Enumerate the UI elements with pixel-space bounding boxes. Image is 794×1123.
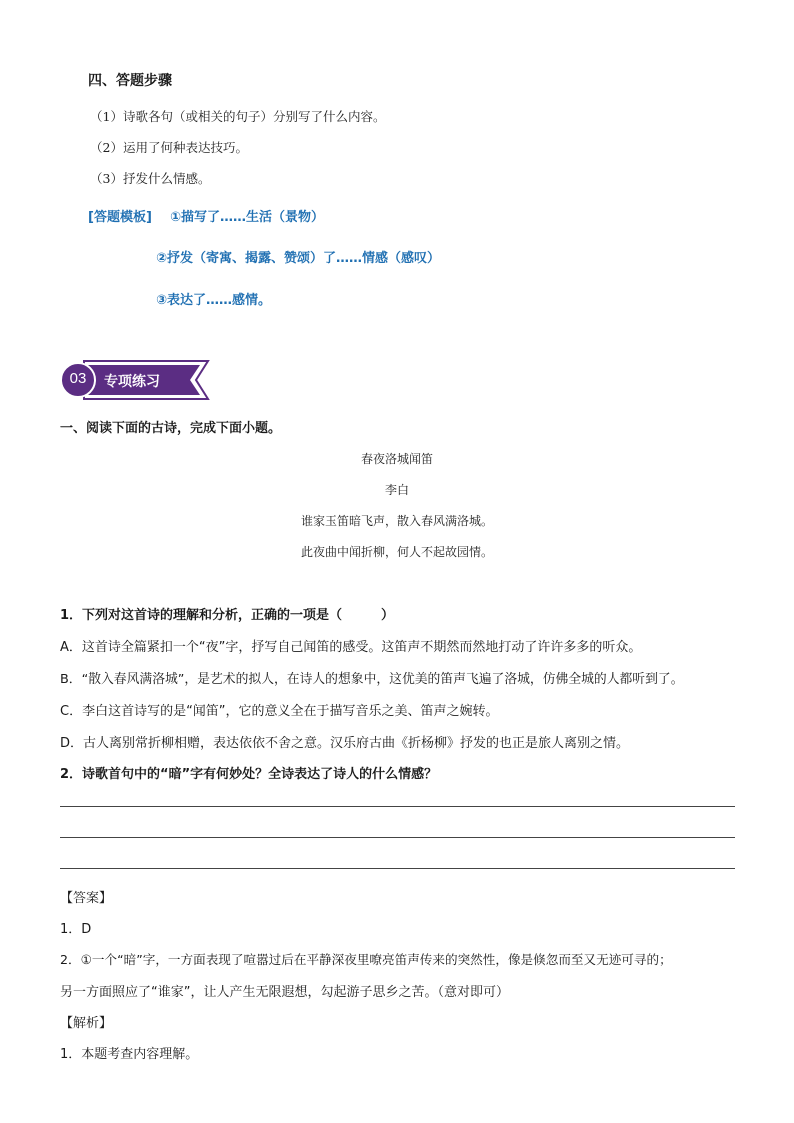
q1-option-c: C．李白这首诗写的是“闻笛”，它的意义全在于描写音乐之美、笛声之婉转。 xyxy=(60,704,499,719)
answer-label: 【答案】 xyxy=(60,891,113,906)
poem-title: 春夜洛城闻笛 xyxy=(360,452,433,466)
q1-option-d: D．古人离别常折柳相赠，表达依依不舍之意。汉乐府古曲《折杨柳》抒发的也正是旅人离别之情。 xyxy=(60,736,630,751)
q1-stem: 1．下列对这首诗的理解和分析，正确的一项是（ ） xyxy=(60,608,395,623)
analysis-line-1: 1．本题考查内容理解。 xyxy=(60,1047,199,1062)
template-line-1: ①描写了……生活（景物） xyxy=(170,210,325,225)
template-line-2: ②抒发（寄寓、揭露、赞颂）了……情感（感叹） xyxy=(156,251,441,266)
poem-author: 李白 xyxy=(384,483,409,497)
answer-line-2[interactable] xyxy=(60,837,735,838)
section-badge xyxy=(60,358,220,402)
analysis-label: 【解析】 xyxy=(60,1016,113,1031)
q2-stem: 2．诗歌首句中的“暗”字有何妙处？全诗表达了诗人的什么情感？ xyxy=(60,767,438,782)
section-number: 03 xyxy=(69,370,87,387)
section-title: 专项练习 xyxy=(104,374,160,390)
q1-option-a: A．这首诗全篇紧扣一个“夜”字，抒写自己闻笛的感受。这笛声不期然而然地打动了许许多多的听众。 xyxy=(60,640,642,655)
step-3: （3）抒发什么情感。 xyxy=(90,171,211,186)
poem-line-1: 谁家玉笛暗飞声，散入春风满洛城。 xyxy=(300,514,493,528)
answer-2-line-2: 另一方面照应了“谁家”，让人产生无限遐想，勾起游子思乡之苦。（意对即可） xyxy=(60,985,509,1000)
template-label: [答题模板] xyxy=(88,210,152,225)
steps-heading: 四、答题步骤 xyxy=(88,73,172,89)
answer-1: 1．D xyxy=(60,922,92,937)
template-line-3: ③表达了……感情。 xyxy=(156,293,272,308)
answer-2-line-1: 2．①一个“暗”字，一方面表现了喧嚣过后在平静深夜里嘹亮笛声传来的突然性，像是倏忽而至又无迹可寻的； xyxy=(60,952,672,967)
exercise-heading: 一、阅读下面的古诗，完成下面小题。 xyxy=(60,421,282,436)
q1-option-b: B．“散入春风满洛城”，是艺术的拟人，在诗人的想象中，这优美的笛声飞遍了洛城，仿佛全城的人都听到了。 xyxy=(60,672,684,687)
answer-line-3[interactable] xyxy=(60,868,735,869)
step-2: （2）运用了何种表达技巧。 xyxy=(90,140,248,155)
answer-line-1[interactable] xyxy=(60,806,735,807)
poem-line-2: 此夜曲中闻折柳，何人不起故园情。 xyxy=(300,545,493,559)
step-1: （1）诗歌各句（或相关的句子）分别写了什么内容。 xyxy=(90,109,386,124)
